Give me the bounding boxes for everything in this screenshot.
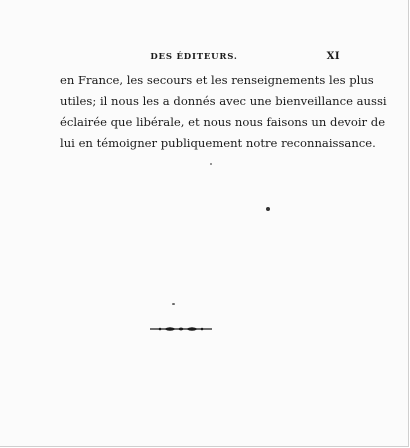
ornamental-rule-icon bbox=[150, 325, 212, 333]
running-title: DES ÉDITEURS. bbox=[150, 52, 238, 62]
page-number: XI bbox=[326, 51, 340, 62]
running-header bbox=[60, 51, 340, 66]
scan-speck bbox=[210, 163, 212, 165]
body-paragraph bbox=[60, 70, 387, 154]
text-line: utiles; il nous les a donnés avec une bienveillance aussi bbox=[60, 94, 387, 108]
text-line: éclairée que libérale, et nous nous faisons un devoir de bbox=[60, 115, 386, 129]
text-line: en France, les secours et les renseignements les plus bbox=[60, 73, 374, 87]
scan-speck bbox=[266, 207, 270, 211]
text-line: lui en témoigner publiquement notre reconnaissance. bbox=[60, 136, 376, 150]
scan-speck bbox=[172, 303, 175, 305]
